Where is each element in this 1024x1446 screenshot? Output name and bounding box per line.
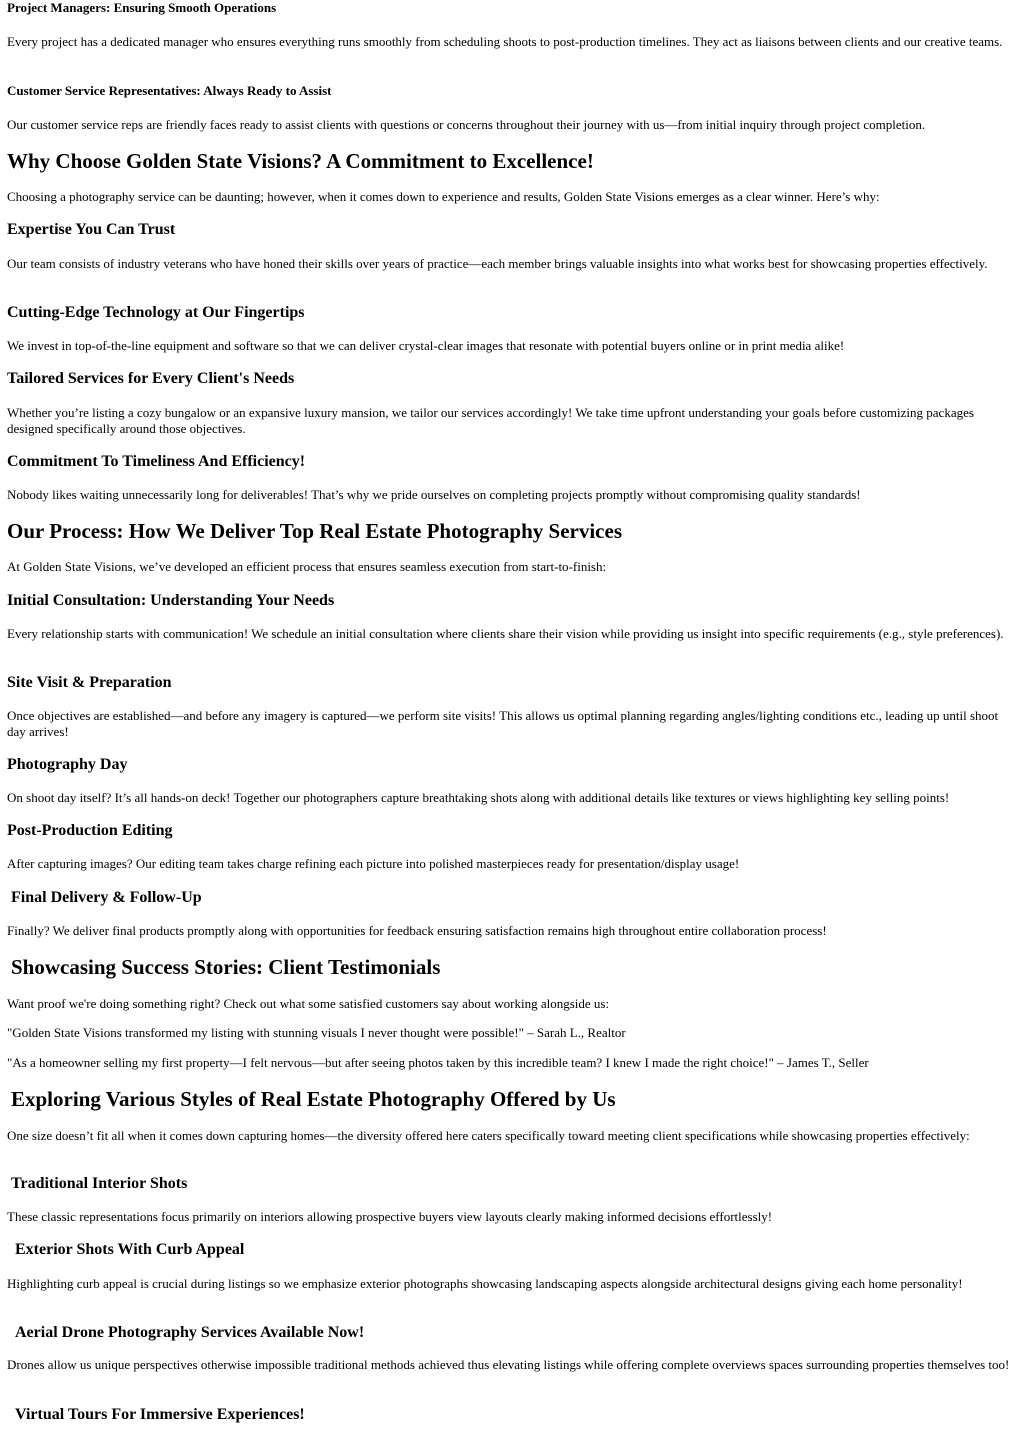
interior-shots-heading: Traditional Interior Shots	[11, 1175, 188, 1192]
expertise-heading: Expertise You Can Trust	[7, 221, 176, 238]
final-delivery-heading: Final Delivery & Follow-Up	[11, 889, 202, 906]
expertise-text: Our team consists of industry veterans who have honed their skills over years of practice—each member brings valuable insights into what works best for showcasing properties effectively.	[7, 256, 988, 271]
technology-heading: Cutting-Edge Technology at Our Fingertips	[7, 304, 305, 321]
site-visit-heading: Site Visit & Preparation	[7, 674, 172, 691]
styles-heading: Exploring Various Styles of Real Estate Photography Offered by Us	[11, 1087, 616, 1111]
why-choose-heading: Why Choose Golden State Visions? A Commitment to Excellence!	[7, 149, 594, 173]
site-visit-text: Once objectives are established—and before any imagery is captured—we perform site visits! This allows us optimal planning regarding angles/lighting conditions etc., leading up until shoot day arrives!	[7, 708, 999, 739]
testimonials-intro: Want proof we're doing something right? Check out what some satisfied customers say about working alongside us:	[7, 996, 610, 1011]
project-managers-heading: Project Managers: Ensuring Smooth Operations	[7, 0, 277, 15]
process-heading: Our Process: How We Deliver Top Real Estate Photography Services	[7, 519, 622, 543]
post-production-text: After capturing images? Our editing team takes charge refining each picture into polished masterpieces ready for presentation/display usage!	[7, 856, 740, 871]
process-intro: At Golden State Visions, we’ve developed an efficient process that ensures seamless execution from start-to-finish:	[7, 559, 607, 574]
testimonial-quote: "As a homeowner selling my first property—I felt nervous—but after seeing photos taken by this incredible team? I knew I made the right choice!" – James T., Seller	[7, 1055, 869, 1070]
testimonials-heading: Showcasing Success Stories: Client Testimonials	[11, 955, 441, 979]
virtual-tours-heading: Virtual Tours For Immersive Experiences!	[15, 1406, 305, 1423]
customer-service-text: Our customer service reps are friendly faces ready to assist clients with questions or concerns throughout their journey with us—from initial inquiry through project completion.	[7, 117, 926, 132]
exterior-shots-text: Highlighting curb appeal is crucial during listings so we emphasize exterior photographs showcasing landscaping aspects alongside architectural designs giving each home personality!	[7, 1276, 963, 1291]
styles-intro: One size doesn’t fit all when it comes down capturing homes—the diversity offered here caters specifically toward meeting client specifications while showcasing properties effectively:	[7, 1128, 970, 1143]
testimonial-quote: "Golden State Visions transformed my listing with stunning visuals I never thought were possible!" – Sarah L., Realtor	[7, 1025, 626, 1040]
photography-day-heading: Photography Day	[7, 756, 128, 773]
consultation-text: Every relationship starts with communication! We schedule an initial consultation where clients share their vision while providing us insight into specific requirements (e.g., style preferences).	[7, 626, 1004, 641]
interior-shots-text: These classic representations focus primarily on interiors allowing prospective buyers view layouts clearly making informed decisions effortlessly!	[7, 1209, 773, 1224]
photography-day-text: On shoot day itself? It’s all hands-on deck! Together our photographers capture breathtaking shots along with additional details like textures or views highlighting key selling points!	[7, 790, 950, 805]
why-choose-intro: Choosing a photography service can be daunting; however, when it comes down to experience and results, Golden State Visions emerges as a clear winner. Here’s why:	[7, 189, 880, 204]
tailored-services-text: Whether you’re listing a cozy bungalow or an expansive luxury mansion, we tailor our services accordingly! We take time upfront understanding your goals before customizing packages designed specifically around those objectives.	[7, 405, 974, 436]
aerial-drone-heading: Aerial Drone Photography Services Available Now!	[15, 1324, 365, 1341]
technology-text: We invest in top-of-the-line equipment and software so that we can deliver crystal-clear images that resonate with potential buyers online or in print media alike!	[7, 338, 845, 353]
tailored-services-heading: Tailored Services for Every Client's Needs	[7, 370, 295, 387]
aerial-drone-text: Drones allow us unique perspectives otherwise impossible traditional methods achieved thus elevating listings while offering complete overviews spaces surrounding properties themselves too!	[7, 1357, 1010, 1372]
final-delivery-text: Finally? We deliver final products promptly along with opportunities for feedback ensuring satisfaction remains high throughout entire collaboration process!	[7, 923, 827, 938]
post-production-heading: Post-Production Editing	[7, 822, 173, 839]
exterior-shots-heading: Exterior Shots With Curb Appeal	[15, 1241, 245, 1258]
timeliness-text: Nobody likes waiting unnecessarily long for deliverables! That’s why we pride ourselves on completing projects promptly without compromising quality standards!	[7, 487, 861, 502]
timeliness-heading: Commitment To Timeliness And Efficiency!	[7, 453, 306, 470]
customer-service-heading: Customer Service Representatives: Always Ready to Assist	[7, 83, 332, 98]
project-managers-text: Every project has a dedicated manager who ensures everything runs smoothly from scheduling shoots to post-production timelines. They act as liaisons between clients and our creative teams.	[7, 34, 1003, 49]
consultation-heading: Initial Consultation: Understanding Your Needs	[7, 592, 335, 609]
